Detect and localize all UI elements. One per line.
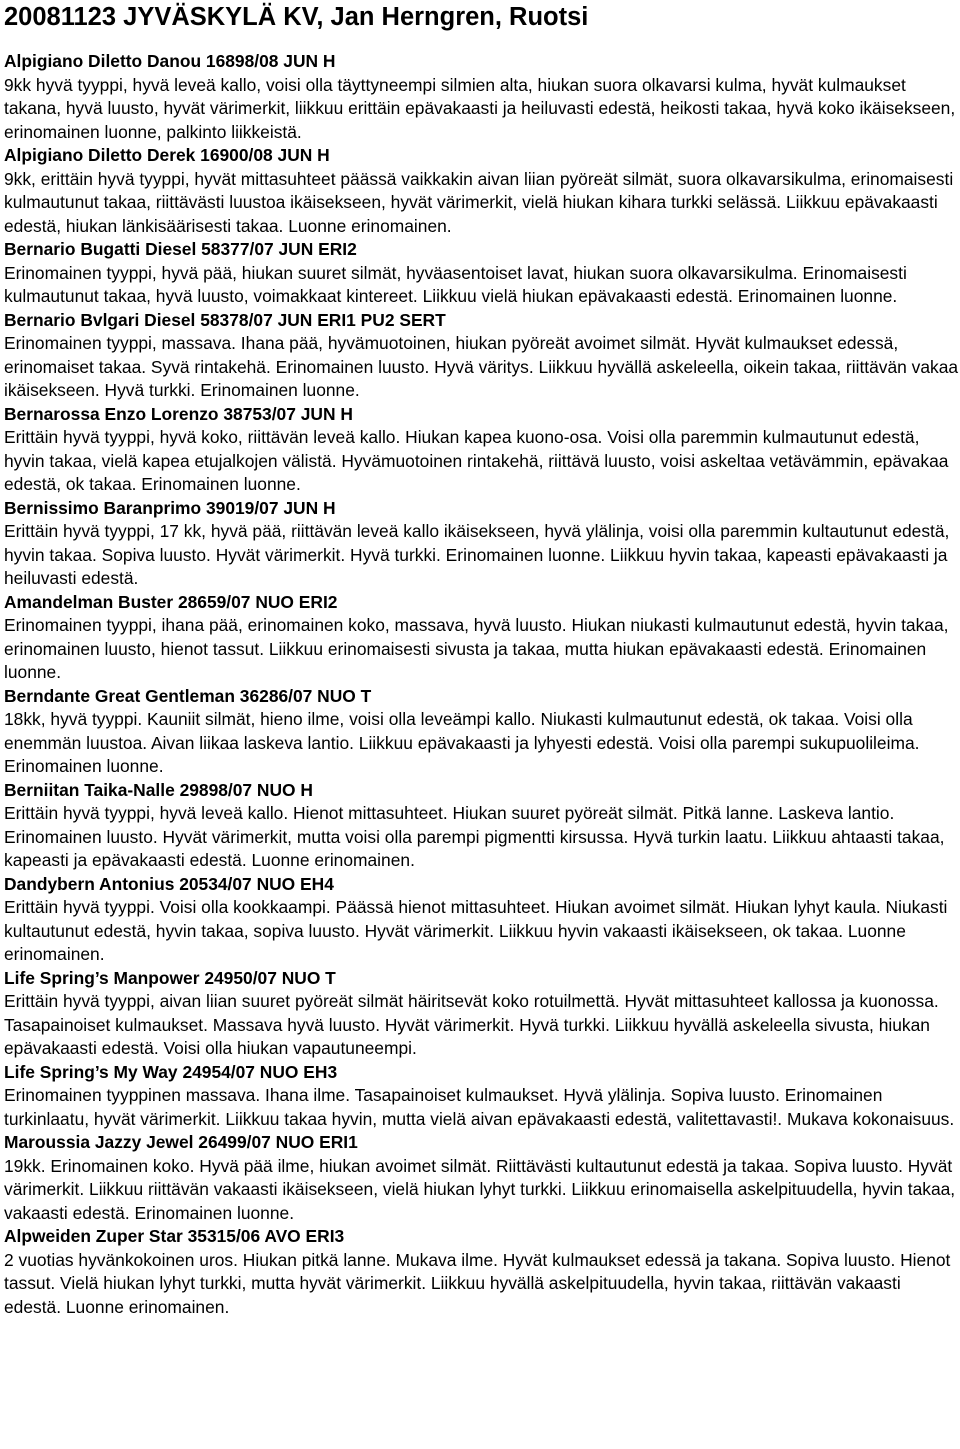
entry-heading: Bernario Bugatti Diesel 58377/07 JUN ERI2 xyxy=(4,239,357,259)
document-title: 20081123 JYVÄSKYLÄ KV, Jan Herngren, Ruotsi xyxy=(4,3,589,31)
entry-heading: Dandybern Antonius 20534/07 NUO EH4 xyxy=(4,873,334,894)
entry-critique: Erittäin hyvä tyyppi, hyvä koko, riittävän leveä kallo. Hiukan kapea kuono-osa. Voisi olla paremmin kulmautunut edestä, hyvin takaa, vielä kapea etujalkojen välistä. Hyvämuotoinen rintakehä, riittävä luusto, voisi askeltaa vetävämmin, epävakaa edestä, ok takaa. Erinomainen luonne. xyxy=(4,427,949,494)
entry-heading: Alpigiano Diletto Danou 16898/08 JUN H xyxy=(4,51,336,71)
dog-entry xyxy=(4,1131,960,1225)
dog-entry xyxy=(4,497,960,591)
entry-list xyxy=(4,50,960,1319)
entry-heading: Life Spring’s Manpower 24950/07 NUO T xyxy=(4,967,336,988)
entry-heading: Berniitan Taika-Nalle 29898/07 NUO H xyxy=(4,779,313,800)
entry-critique: 18kk, hyvä tyyppi. Kauniit silmät, hieno ilme, voisi olla leveämpi kallo. Niukasti kulmautunut edestä, ok takaa. Voisi olla enemmän luustoa. Aivan liikaa laskeva lantio. Liikkuu epävakaasti ja lyhyesti edestä. Voisi olla parempi sukupuolileima. Erinomainen luonne. xyxy=(4,709,920,776)
dog-entry xyxy=(4,403,960,497)
entry-critique: 9kk, erittäin hyvä tyyppi, hyvät mittasuhteet päässä vaikkakin aivan liian pyöreät silmät, suora olkavarsikulma, erinomaisesti kulmautunut takaa, riittävästi luustoa ikäisekseen, hyvät värimerkit, vielä hiukan kihara turkki selässä. Liikkuu epävakaasti edestä, hiukan länkisäärisesti takaa. Luonne erinomainen. xyxy=(4,168,954,236)
entry-critique: Erinomainen tyyppi, ihana pää, erinomainen koko, massava, hyvä luusto. Hiukan niukasti kulmautunut edestä, hyvin takaa, erinomainen luusto, hienot tassut. Liikkuu erinomaisesti sivusta ja takaa, mutta hiukan epävakaasti edestä. Erinomainen luonne. xyxy=(4,615,949,682)
dog-entry xyxy=(4,685,960,779)
entry-critique: Erinomainen tyyppi, hyvä pää, hiukan suuret silmät, hyväasentoiset lavat, hiukan suora olkavarsikulma. Erinomaisesti kulmautunut takaa, hyvä luusto, voimakkaat kintereet. Liikkuu vielä hiukan epävakaasti edestä. Erinomainen luonne. xyxy=(4,262,907,306)
dog-entry xyxy=(4,1061,960,1132)
dog-entry xyxy=(4,967,960,1061)
entry-critique: Erittäin hyvä tyyppi, aivan liian suuret pyöreät silmät häiritsevät koko rotuilmettä. Hyvät mittasuhteet kallossa ja kuonossa. Tasapainoiset kulmaukset. Massava hyvä luusto. Hyvät värimerkit. Hyvä turkki. Liikkuu hyvällä askeleella sivusta, hiukan epävakaasti edestä. Voisi olla hiukan vapautuneempi. xyxy=(4,991,939,1058)
entry-heading: Berndante Great Gentleman 36286/07 NUO T xyxy=(4,685,372,706)
entry-heading: Amandelman Buster 28659/07 NUO ERI2 xyxy=(4,591,338,612)
dog-entry xyxy=(4,238,960,309)
dog-entry xyxy=(4,309,960,403)
entry-critique: 2 vuotias hyvänkokoinen uros. Hiukan pitkä lanne. Mukava ilme. Hyvät kulmaukset edessä ja takana. Sopiva luusto. Hienot tassut. Vielä hiukan lyhyt turkki, mutta hyvät värimerkit. Liikkuu hyvällä askelpituudella, hyvin takaa, riittävän vakaasti edestä. Luonne erinomainen. xyxy=(4,1249,951,1317)
entry-critique: Erinomainen tyyppi, massava. Ihana pää, hyvämuotoinen, hiukan pyöreät avoimet silmät. Hyvät kulmaukset edessä, erinomaiset takaa. Syvä rintakehä. Erinomainen luusto. Hyvä väritys. Liikkuu hyvällä askeleella, oikein takaa, riittävän vakaa ikäisekseen. Hyvä turkki. Erinomainen luonne. xyxy=(4,333,959,400)
entry-critique: Erittäin hyvä tyyppi. Voisi olla kookkaampi. Päässä hienot mittasuhteet. Hiukan avoimet silmät. Hiukan lyhyt kaula. Niukasti kultautunut edestä, hyvin takaa, sopiva luusto. Hyvät värimerkit. Liikkuu hyvin vakaasti ikäisekseen, ok takaa. Luonne erinomainen. xyxy=(4,897,948,964)
entry-heading: Life Spring’s My Way 24954/07 NUO EH3 xyxy=(4,1061,338,1082)
entry-critique: Erinomainen tyyppinen massava. Ihana ilme. Tasapainoiset kulmaukset. Hyvä ylälinja. Sopiva luusto. Erinomainen turkinlaatu, hyvät värimerkit. Liikkuu takaa hyvin, mutta vielä aivan epävakaasti edestä, valitettavasti!. Mukava kokonaisuus. xyxy=(4,1085,955,1129)
dog-entry xyxy=(4,144,960,238)
entry-heading: Alpweiden Zuper Star 35315/06 AVO ERI3 xyxy=(4,1226,345,1246)
dog-entry xyxy=(4,779,960,873)
dog-entry xyxy=(4,591,960,685)
dog-entry xyxy=(4,50,960,144)
dog-entry xyxy=(4,1225,960,1319)
document xyxy=(4,0,960,1319)
entry-critique: 9kk hyvä tyyppi, hyvä leveä kallo, voisi olla täyttyneempi silmien alta, hiukan suora olkavarsi kulma, hyvät kulmaukset takana, hyvä luusto, hyvät värimerkit, liikkuu erittäin epävakaasti ja heiluvasti edestä, heikosti takaa, hyvä koko ikäisekseen, erinomainen luonne, palkinto liikkeistä. xyxy=(4,74,956,142)
entry-heading: Bernissimo Baranprimo 39019/07 JUN H xyxy=(4,497,336,518)
entry-critique: Erittäin hyvä tyyppi, 17 kk, hyvä pää, riittävän leveä kallo ikäisekseen, hyvä ylälinja, voisi olla paremmin kultautunut edestä, hyvin takaa. Sopiva luusto. Hyvät värimerkit. Hyvä turkki. Erinomainen luonne. Liikkuu hyvin takaa, kapeasti epävakaasti ja heiluvasti edestä. xyxy=(4,521,950,588)
entry-critique: Erittäin hyvä tyyppi, hyvä leveä kallo. Hienot mittasuhteet. Hiukan suuret pyöreät silmät. Pitkä lanne. Laskeva lantio. Erinomainen luusto. Hyvät värimerkit, mutta voisi olla parempi pigmentti kirsussa. Hyvä turkin laatu. Liikkuu ahtaasti takaa, kapeasti ja epävakaasti edestä. Luonne erinomainen. xyxy=(4,803,945,870)
dog-entry xyxy=(4,873,960,967)
entry-critique: 19kk. Erinomainen koko. Hyvä pää ilme, hiukan avoimet silmät. Riittävästi kultautunut edestä ja takaa. Sopiva luusto. Hyvät värimerkit. Liikkuu riittävän vakaasti ikäisekseen, vielä hiukan lyhyt turkki. Liikkuu erinomaisella askelpituudella, hyvin takaa, vakaasti edestä. Erinomainen luonne. xyxy=(4,1155,956,1223)
entry-heading: Bernarossa Enzo Lorenzo 38753/07 JUN H xyxy=(4,403,353,424)
entry-heading: Maroussia Jazzy Jewel 26499/07 NUO ERI1 xyxy=(4,1132,358,1152)
entry-heading: Alpigiano Diletto Derek 16900/08 JUN H xyxy=(4,145,330,165)
entry-heading: Bernario Bvlgari Diesel 58378/07 JUN ERI1 PU2 SERT xyxy=(4,309,446,330)
